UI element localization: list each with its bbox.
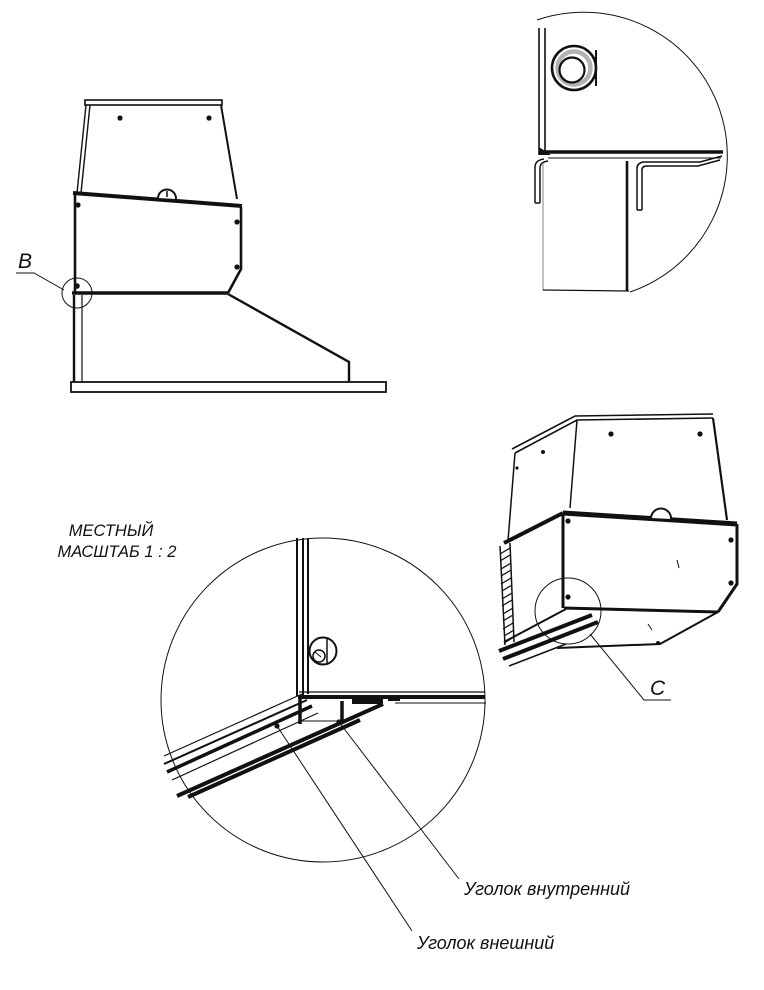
side-top-cap (85, 100, 222, 105)
left-angle-bracket (535, 159, 548, 203)
side-base-plate (71, 382, 386, 392)
callout-inner-label: Уголок внутренний (464, 879, 631, 899)
callout-outer-leader (277, 726, 412, 931)
scale-note-line1: МЕСТНЫЙ (68, 522, 154, 540)
iso-handle (651, 508, 671, 519)
iso-mid-band-front (563, 513, 737, 524)
side-hood-rivets (117, 115, 211, 120)
side-box-right (228, 207, 241, 293)
iso-louver-strip-edges (500, 543, 514, 645)
bolt-tick (315, 652, 321, 657)
detail-b-label: B (18, 250, 33, 273)
isometric-view (499, 414, 737, 700)
grommet-inner (560, 58, 585, 83)
scale-note-line2: МАСШТАБ 1 : 2 (57, 543, 177, 561)
side-hood-right-edge (221, 105, 237, 199)
iso-box-bottom-edge (564, 608, 718, 612)
side-box-rivets (74, 202, 239, 288)
side-view (16, 100, 386, 392)
side-mid-band (73, 193, 242, 206)
iso-hood-left-edge (508, 453, 515, 541)
right-angle-bracket (637, 156, 722, 210)
callout-outer-label: Уголок внешний (417, 933, 555, 953)
detail-b-wall-edges (539, 28, 545, 155)
bolt-inner (313, 650, 325, 662)
iso-bottom-tick (648, 624, 652, 630)
local-rails (164, 694, 383, 797)
local-angle-sections (352, 695, 400, 704)
scale-note (58, 521, 177, 561)
local-wall-edges (297, 538, 308, 698)
iso-hood-front-left-edge (570, 420, 577, 508)
detail-view-local (161, 538, 486, 931)
local-detail-boundary (161, 538, 485, 862)
side-hood-left-edge (77, 105, 90, 193)
side-skirt (228, 294, 349, 382)
detail-view-b (535, 12, 727, 292)
iso-box-right-edge (718, 524, 737, 612)
callout-inner-leader (339, 722, 459, 879)
iso-mid-band-left (504, 513, 563, 543)
iso-hood-right-edge (713, 418, 727, 520)
detail-b-lower-bottom-edge (543, 290, 629, 291)
detail-b-leader (16, 273, 64, 290)
iso-front-face-tick (677, 560, 679, 568)
detail-c-label: C (650, 677, 666, 700)
